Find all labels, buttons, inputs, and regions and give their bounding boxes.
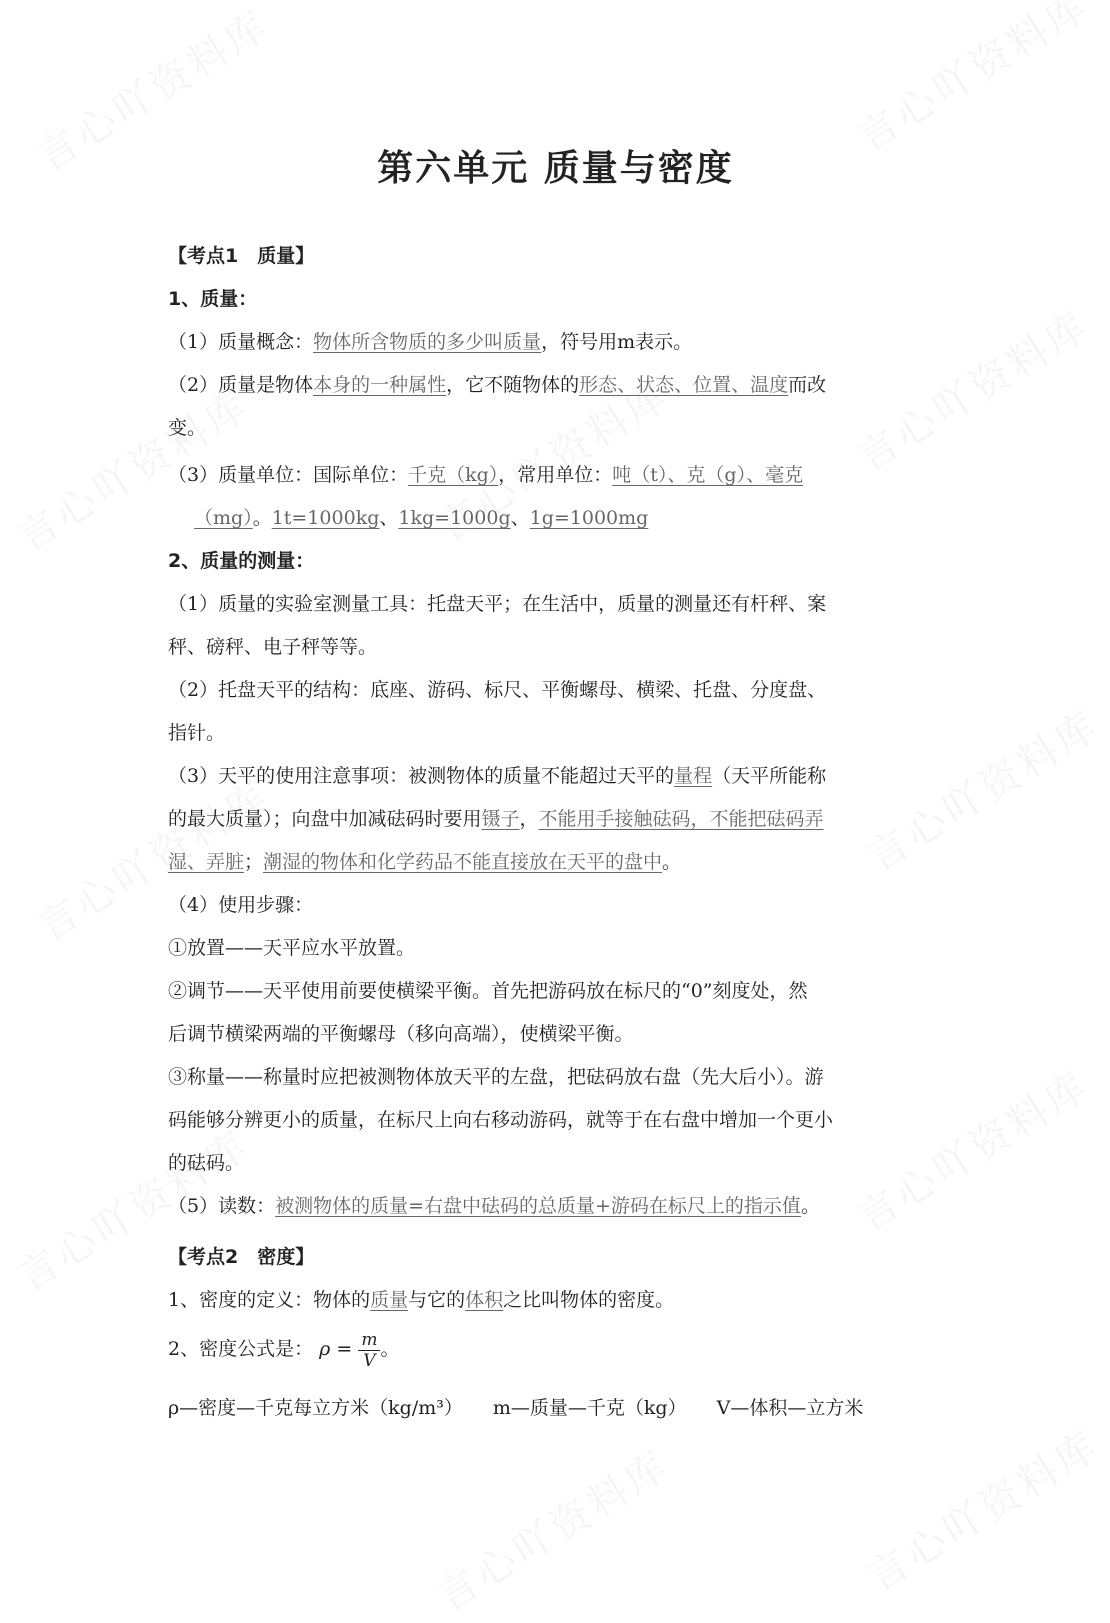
unit-m: m—质量—千克（kg） (492, 1397, 687, 1419)
formula-denominator: V (363, 1350, 376, 1371)
text: 。 (800, 1195, 820, 1217)
text: 、 (510, 507, 530, 529)
answer-underlined: 1t=1000kg (271, 507, 380, 529)
answer-underlined: 质量 (370, 1289, 409, 1311)
text: 与它的 (408, 1289, 466, 1311)
section-heading-kp1: 【考点1 质量】 (168, 245, 315, 267)
answer-underlined: 被测物体的质量=右盘中砝码的总质量+游码在标尺上的指示值 (275, 1195, 801, 1217)
text: （2）质量是物体 (168, 374, 314, 396)
text: （3）质量单位：国际单位： (168, 464, 409, 486)
step-1: ①放置——天平应水平放置。 (168, 937, 416, 959)
text: 的最大质量）；向盘中加减砝码时要用 (168, 808, 482, 830)
document-page (168, 140, 943, 1430)
answer-underlined: 形态、状态、位置、温度 (579, 374, 789, 396)
reading-paragraph (168, 1185, 943, 1228)
text: 秤、磅秤、电子秤等等。 (168, 636, 378, 658)
text: （1）质量概念： (168, 331, 314, 353)
formula-lhs: ρ = (319, 1338, 353, 1360)
mass-property-paragraph (168, 364, 943, 450)
answer-underlined: 1g=1000mg (529, 507, 649, 529)
text: ，常用单位： (498, 464, 613, 486)
text: （2）托盘天平的结构：底座、游码、标尺、平衡螺母、横梁、托盘、分度盘、 (168, 679, 827, 701)
text: ③称量——称量时应把被测物体放天平的左盘，把砝码放右盘（先大后小）。游 (168, 1066, 824, 1088)
unit-v: V—体积—立方米 (716, 1397, 864, 1419)
answer-underlined: 镊子 (481, 808, 520, 830)
text: （1）质量的实验室测量工具：托盘天平；在生活中，质量的测量还有杆秤、案 (168, 593, 827, 615)
text: 。 (252, 507, 272, 529)
answer-underlined: （mg） (194, 507, 253, 529)
text: ； (244, 851, 264, 873)
answer-underlined: 千克（kg） (408, 464, 499, 486)
density-definition (168, 1279, 943, 1322)
balance-structure-paragraph (168, 669, 943, 755)
text: 后调节横梁两端的平衡螺母（移向高端），使横梁平衡。 (168, 1023, 634, 1045)
mass-concept-paragraph (168, 321, 943, 364)
text: 。 (662, 851, 682, 873)
measure-tools-paragraph (168, 583, 943, 669)
density-units (168, 1387, 943, 1430)
answer-underlined: 体积 (465, 1289, 504, 1311)
text: 1、密度的定义：物体的 (168, 1289, 371, 1311)
formula-numerator: m (358, 1330, 380, 1351)
text: 码能够分辨更小的质量，在标尺上向右移动游码，就等于在右盘中增加一个更小 (168, 1109, 834, 1131)
text: 2、密度公式是： (168, 1338, 314, 1360)
answer-underlined: 吨（t）、克（g）、毫克 (612, 464, 804, 486)
usage-steps-heading: （4）使用步骤： (168, 894, 314, 916)
text: ②调节——天平使用前要使横梁平衡。首先把游码放在标尺的“0”刻度处，然 (168, 980, 808, 1002)
unit-rho: ρ—密度—千克每立方米（kg/m³） (168, 1397, 463, 1419)
text: ， (519, 808, 539, 830)
step-3 (168, 1056, 943, 1185)
text: （天平所能称 (712, 765, 827, 787)
watermark-2 (845, 0, 1099, 163)
watermark-11 (855, 1414, 1109, 1602)
text: 而改 (788, 374, 827, 396)
subsection-heading-measure: 2、质量的测量： (168, 550, 315, 572)
text: 的砝码。 (168, 1152, 245, 1174)
text: ，它不随物体的 (446, 374, 580, 396)
answer-underlined: 不能用手接触砝码，不能把砝码弄 (538, 808, 824, 830)
answer-underlined: 湿、弄脏 (168, 851, 245, 873)
answer-underlined: 本身的一种属性 (313, 374, 447, 396)
watermark-10 (425, 1434, 679, 1622)
subsection-heading-mass: 1、质量： (168, 288, 258, 310)
formula-fraction (358, 1330, 380, 1371)
density-formula (168, 1328, 943, 1371)
text: 变。 (168, 417, 207, 439)
text: 指针。 (168, 722, 226, 744)
text: ，符号用m表示。 (541, 331, 693, 353)
page-title: 第六单元 质量与密度 (377, 148, 734, 189)
section-heading-kp2: 【考点2 密度】 (168, 1246, 315, 1268)
text: （3）天平的使用注意事项：被测物体的质量不能超过天平的 (168, 765, 675, 787)
text: 之比叫物体的密度。 (503, 1289, 675, 1311)
text: （5）读数： (168, 1195, 276, 1217)
step-2 (168, 970, 943, 1056)
mass-units-paragraph (168, 454, 943, 540)
text: 、 (379, 507, 399, 529)
answer-underlined: 1kg=1000g (398, 507, 511, 529)
answer-underlined: 量程 (674, 765, 713, 787)
answer-underlined: 物体所含物质的多少叫质量 (313, 331, 542, 353)
balance-notes-paragraph (168, 755, 943, 884)
answer-underlined: 潮湿的物体和化学药品不能直接放在天平的盘中 (263, 851, 663, 873)
text: 。 (380, 1338, 400, 1360)
